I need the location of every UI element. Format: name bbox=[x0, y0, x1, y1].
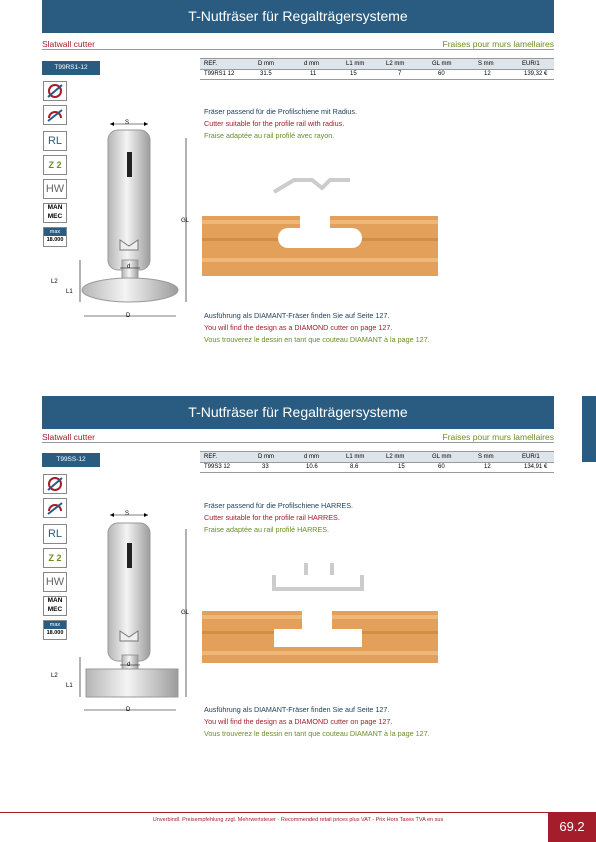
header-gl: GL mm bbox=[432, 61, 452, 67]
subtitle-left: Slatwall cutter bbox=[42, 39, 95, 49]
feed-direction-icon bbox=[43, 474, 67, 494]
table-row bbox=[200, 69, 554, 80]
cell-eur: 134,91 € bbox=[524, 464, 548, 470]
header-s: S mm bbox=[478, 61, 494, 67]
dim-gl: GL bbox=[181, 218, 190, 224]
description bbox=[204, 500, 353, 536]
header-d-big: D mm bbox=[258, 454, 274, 460]
header-d-small: d mm bbox=[304, 454, 319, 460]
section-title: T-Nutfräser für Regalträgersysteme bbox=[42, 0, 554, 33]
note-de: Ausführung als DIAMANT-Fräser finden Sie auf Seite 127. bbox=[204, 311, 390, 320]
cell-d-big: 31.5 bbox=[260, 71, 272, 77]
header-l1: L1 mm bbox=[346, 454, 365, 460]
product-code: T99SS-12 bbox=[42, 453, 100, 467]
man-label: MAN bbox=[47, 204, 63, 211]
product-code: T99RS1-12 bbox=[42, 61, 100, 75]
cell-eur: 139,32 € bbox=[524, 71, 548, 77]
cell-gl: 60 bbox=[438, 71, 445, 77]
footer-text: Unverbindl. Preisempfehlung zzgl. Mehrwertsteuer - Recommended retail prices plus VAT - Prix Hors Taxes TVA en sus bbox=[152, 817, 444, 823]
hw-badge: HW bbox=[43, 572, 67, 592]
rpm-value: 18.000 bbox=[46, 630, 64, 636]
header-eur: EUR/1 bbox=[522, 61, 540, 67]
dim-s: S bbox=[125, 511, 130, 517]
hand-feed-icon bbox=[44, 475, 66, 493]
header-d-big: D mm bbox=[258, 61, 274, 67]
dim-d-small: d bbox=[127, 662, 131, 668]
table-row bbox=[200, 462, 554, 473]
rl-badge: RL bbox=[43, 131, 67, 151]
header-l1: L1 mm bbox=[346, 61, 365, 67]
cell-l2: 7 bbox=[398, 71, 402, 77]
mec-label: MEC bbox=[47, 605, 63, 613]
header-l2: L2 mm bbox=[386, 454, 405, 460]
dim-d-big: D bbox=[126, 313, 131, 319]
page-number: 69.2 bbox=[548, 812, 596, 842]
note-en: You will find the design as a DIAMOND cutter on page 127. bbox=[204, 323, 393, 332]
profile-illustration bbox=[202, 555, 442, 665]
header-eur: EUR/1 bbox=[522, 454, 540, 460]
cell-l1: 8.6 bbox=[350, 464, 359, 470]
dim-l2: L2 bbox=[51, 279, 58, 285]
cell-d-big: 33 bbox=[262, 464, 269, 470]
footer-rule bbox=[0, 812, 596, 813]
cell-gl: 60 bbox=[438, 464, 445, 470]
dim-gl: GL bbox=[181, 610, 190, 616]
teeth-badge: Z 2 bbox=[43, 155, 67, 175]
cell-l1: 15 bbox=[350, 71, 357, 77]
subtitle-right: Fraises pour murs lamellaires bbox=[442, 39, 554, 49]
cell-l2: 15 bbox=[398, 464, 405, 470]
note-de: Ausführung als DIAMANT-Fräser finden Sie auf Seite 127. bbox=[204, 705, 390, 714]
description-fr: Fraise adaptée au rail profilé avec rayon. bbox=[204, 131, 335, 140]
header-s: S mm bbox=[478, 454, 494, 460]
divider bbox=[42, 49, 554, 50]
dim-d-big: D bbox=[126, 707, 131, 713]
cell-s: 12 bbox=[484, 71, 491, 77]
description-fr: Fraise adaptée au rail profilé HARRES. bbox=[204, 525, 330, 534]
note-en: You will find the design as a DIAMOND cutter on page 127. bbox=[204, 717, 393, 726]
hand-feed-icon bbox=[44, 82, 66, 100]
feed-direction-icon bbox=[43, 81, 67, 101]
description-en: Cutter suitable for the profile rail with radius. bbox=[204, 119, 345, 128]
header-l2: L2 mm bbox=[386, 61, 405, 67]
dim-l1: L1 bbox=[66, 683, 73, 689]
dim-l2: L2 bbox=[51, 673, 58, 679]
dim-l1: L1 bbox=[66, 289, 73, 295]
subtitle-left: Slatwall cutter bbox=[42, 432, 95, 442]
diamond-note bbox=[204, 704, 430, 740]
profile-illustration bbox=[202, 170, 442, 280]
description-en: Cutter suitable for the profile rail HARRES. bbox=[204, 513, 340, 522]
rpm-value: 18.000 bbox=[46, 237, 64, 243]
man-label: MAN bbox=[47, 597, 63, 604]
rpm-label: max bbox=[44, 621, 66, 629]
divider bbox=[42, 442, 554, 443]
dim-s: S bbox=[125, 120, 130, 126]
dim-d-small: d bbox=[127, 264, 131, 270]
cell-ref: T99RS1 12 bbox=[204, 71, 235, 77]
description-de: Fräser passend für die Profilschiene HARRES. bbox=[204, 501, 354, 510]
cell-d-small: 10.6 bbox=[306, 464, 318, 470]
description-de: Fräser passend für die Profilschiene mit Radius. bbox=[204, 107, 358, 116]
chapter-tab bbox=[582, 396, 596, 462]
description bbox=[204, 106, 357, 142]
note-fr: Vous trouverez le dessin en tant que couteau DIAMANT à la page 127. bbox=[204, 729, 430, 738]
hw-badge: HW bbox=[43, 179, 67, 199]
cell-d-small: 11 bbox=[310, 71, 317, 77]
note-fr: Vous trouverez le dessin en tant que couteau DIAMANT à la page 127. bbox=[204, 335, 430, 344]
subtitle-right: Fraises pour murs lamellaires bbox=[442, 432, 554, 442]
cell-ref: T99S3 12 bbox=[204, 464, 231, 470]
header-gl: GL mm bbox=[432, 454, 452, 460]
teeth-badge: Z 2 bbox=[43, 548, 67, 568]
diamond-note bbox=[204, 310, 430, 346]
section-title: T-Nutfräser für Regalträgersysteme bbox=[42, 396, 554, 429]
cell-s: 12 bbox=[484, 464, 491, 470]
rl-badge: RL bbox=[43, 524, 67, 544]
header-d-small: d mm bbox=[304, 61, 319, 67]
header-ref: REF. bbox=[204, 61, 218, 67]
mec-label: MEC bbox=[47, 212, 63, 220]
header-ref: REF. bbox=[204, 454, 218, 460]
rpm-label: max bbox=[44, 228, 66, 236]
